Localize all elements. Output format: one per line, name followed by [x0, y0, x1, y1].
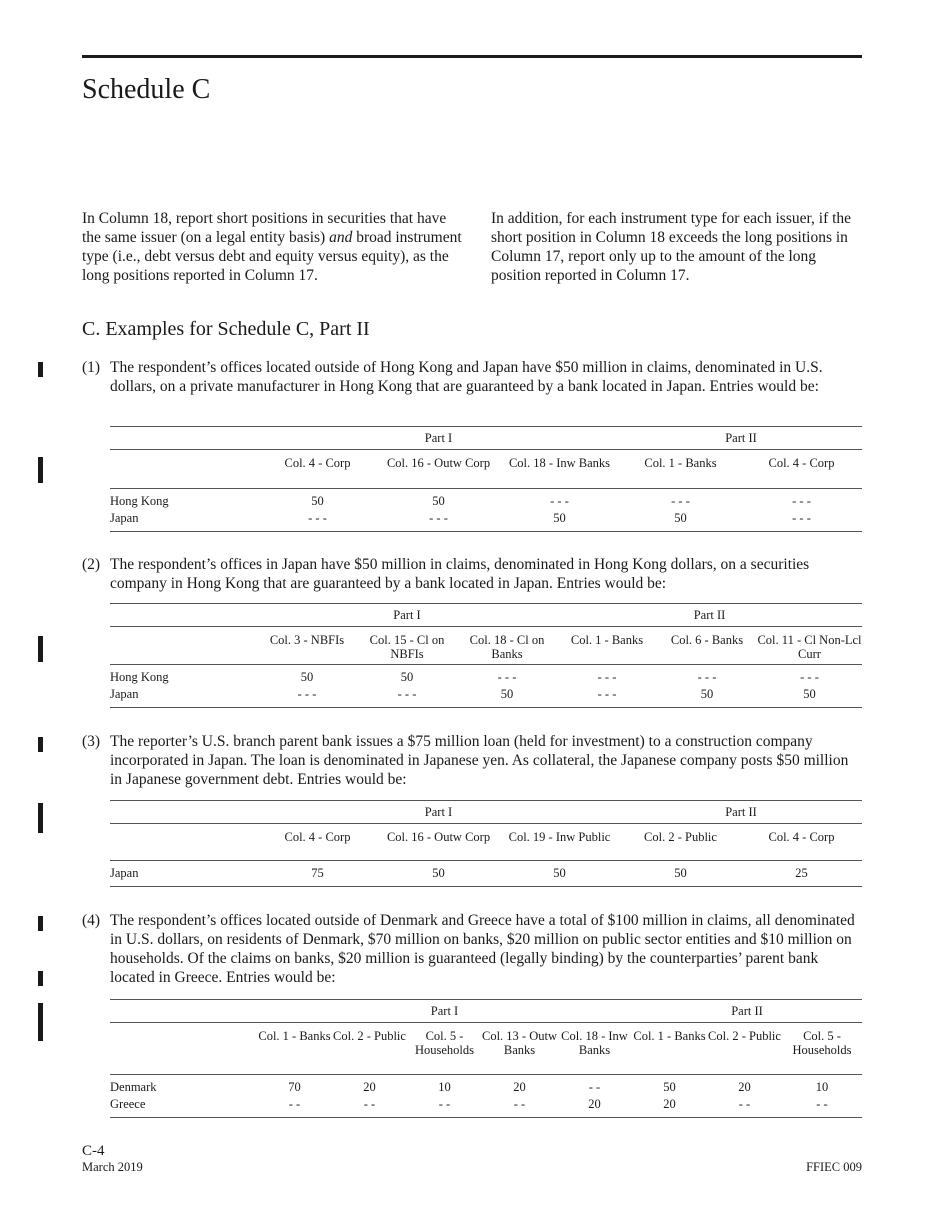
table-cell: 50	[300, 670, 314, 684]
table-cell: - -	[407, 1097, 482, 1118]
example-text: The respondent’s offices located outside of Denmark and Greece have a total of $100 million in claims, all denominated in U.S. dollars, on residents of Denmark, $70 million on banks, $20 million on public sector entities and $10 million on households. Of the claims on banks, $20 million is guaranteed (legally binding) by the counterparties’ parent bank located in Greece. Entries would be:	[110, 912, 855, 986]
table-row	[110, 489, 862, 512]
column-header: Col. 1 - Banks	[557, 627, 657, 665]
table-cell: - - -	[257, 511, 378, 532]
table-row	[110, 665, 862, 688]
table-cell: 50	[378, 861, 499, 887]
column-header: Col. 18 - Inw Banks	[557, 1023, 632, 1075]
revision-bar	[38, 971, 43, 986]
column-header: Col. 4 - Corp	[257, 450, 378, 489]
table-cell: 50	[400, 670, 414, 684]
part-header: Part II	[620, 427, 862, 450]
revision-bar	[38, 362, 43, 377]
table-cell: - - -	[697, 670, 717, 684]
table-cell: - - -	[378, 511, 499, 532]
table-cell: 20	[557, 1097, 632, 1118]
table-corner	[110, 801, 257, 824]
form-name: FFIEC 009	[806, 1160, 862, 1174]
column-header: Col. 5 - Households	[782, 1023, 862, 1075]
table-cell: 50	[657, 687, 757, 708]
revision-bar	[38, 737, 43, 752]
table-cell: - - -	[671, 494, 690, 508]
table-cell: - -	[482, 1097, 557, 1118]
table-corner	[110, 450, 257, 489]
intro-left-paragraph	[82, 209, 465, 285]
part-header: Part II	[557, 604, 862, 627]
table-cell: - - -	[597, 670, 617, 684]
table-corner	[110, 427, 257, 450]
column-header: Col. 3 - NBFIs	[257, 627, 357, 665]
column-header: Col. 11 - Cl Non-Lcl Curr	[757, 627, 862, 665]
part-header: Part I	[257, 604, 557, 627]
column-header: Col. 4 - Corp	[257, 824, 378, 861]
revision-bar	[38, 1003, 43, 1041]
table-corner	[110, 1000, 257, 1023]
table-cell: 50	[457, 687, 557, 708]
column-header: Col. 16 - Outw Corp	[378, 450, 499, 489]
table-cell: - - -	[557, 687, 657, 708]
column-header: Col. 6 - Banks	[657, 627, 757, 665]
example-4	[82, 911, 862, 1111]
part-header: Part II	[620, 801, 862, 824]
table-cell: - -	[588, 1080, 601, 1094]
table-cell: 50	[311, 494, 324, 508]
revision-bar	[38, 636, 43, 662]
intro-left-emphasis: and	[329, 229, 353, 246]
table-cell: 50	[499, 511, 620, 532]
table-cell: 70	[288, 1080, 301, 1094]
example-table	[110, 426, 862, 532]
table-cell: 25	[741, 861, 862, 887]
part-header: Part I	[257, 427, 620, 450]
table-cell: 50	[499, 861, 620, 887]
table-cell: 50	[663, 1080, 676, 1094]
table-cell: - - -	[741, 511, 862, 532]
row-label: Greece	[110, 1097, 257, 1118]
footer-date: March 2019	[82, 1160, 143, 1174]
table-cell: - - -	[357, 687, 457, 708]
table-row	[110, 861, 862, 887]
part-header: Part I	[257, 801, 620, 824]
table-cell: 20	[738, 1080, 751, 1094]
page-number: C-4	[82, 1143, 105, 1159]
revision-bar	[38, 457, 43, 483]
row-label: Japan	[110, 861, 257, 887]
example-number: (2)	[82, 556, 101, 573]
page-title: Schedule C	[82, 74, 211, 105]
example-text: The respondent’s offices in Japan have $50 million in claims, denominated in Hong Kong dollars, on a securities company in Hong Kong that are guaranteed by a bank located in Japan. Entries would be:	[110, 556, 810, 592]
example-3	[82, 732, 862, 880]
table-cell: - - -	[497, 670, 517, 684]
section-heading: C. Examples for Schedule C, Part II	[82, 318, 370, 340]
table-row	[110, 1075, 862, 1098]
example-number: (3)	[82, 733, 101, 750]
table-corner	[110, 824, 257, 861]
table-cell: - -	[782, 1097, 862, 1118]
table-cell: 75	[257, 861, 378, 887]
column-header: Col. 2 - Public	[620, 824, 741, 861]
column-header: Col. 1 - Banks	[257, 1023, 332, 1075]
column-header: Col. 4 - Corp	[741, 450, 862, 489]
table-cell: - - -	[792, 494, 811, 508]
table-row	[110, 511, 862, 532]
table-corner	[110, 1023, 257, 1075]
table-cell: 50	[432, 494, 445, 508]
table-row	[110, 1097, 862, 1118]
row-label: Japan	[110, 687, 257, 708]
column-header: Col. 1 - Banks	[620, 450, 741, 489]
intro-left-segment: In Column 18, report short positions in securities that have the same issuer (on a legal entity basis)	[82, 210, 447, 246]
table-cell: 50	[620, 861, 741, 887]
table-cell: 20	[363, 1080, 376, 1094]
part-header: Part I	[257, 1000, 632, 1023]
example-text: The respondent’s offices located outside of Hong Kong and Japan have $50 million in claims, denominated in U.S. dollars, on a private manufacturer in Hong Kong that are guaranteed by a bank located in Japan. Entries would be:	[110, 359, 823, 395]
revision-bar	[38, 803, 43, 833]
column-header: Col. 19 - Inw Public	[499, 824, 620, 861]
row-label: Hong Kong	[110, 494, 169, 508]
table-cell: 10	[815, 1080, 829, 1094]
example-number: (1)	[82, 359, 101, 376]
footer-left	[82, 1143, 143, 1175]
example-2	[82, 555, 862, 701]
column-header: Col. 1 - Banks	[632, 1023, 707, 1075]
column-header: Col. 18 - Inw Banks	[499, 450, 620, 489]
column-header: Col. 2 - Public	[707, 1023, 782, 1075]
column-header: Col. 2 - Public	[332, 1023, 407, 1075]
table-cell: - -	[257, 1097, 332, 1118]
row-label: Denmark	[110, 1080, 157, 1094]
example-table	[110, 603, 862, 708]
table-cell: - - -	[257, 687, 357, 708]
table-cell: - - -	[800, 670, 819, 684]
table-row	[110, 687, 862, 708]
row-label: Japan	[110, 511, 257, 532]
table-cell: - - -	[550, 494, 569, 508]
example-number: (4)	[82, 912, 101, 929]
part-header: Part II	[632, 1000, 862, 1023]
column-header: Col. 16 - Outw Corp	[378, 824, 499, 861]
table-cell: 20	[632, 1097, 707, 1118]
table-cell: 10	[438, 1080, 451, 1094]
table-corner	[110, 604, 257, 627]
table-cell: - -	[707, 1097, 782, 1118]
example-text: The reporter’s U.S. branch parent bank issues a $75 million loan (held for investment) to a construction company incorporated in Japan. The loan is denominated in Japanese yen. As collateral, the Japanese company posts $50 million in Japanese government debt. Entries would be:	[110, 733, 849, 788]
table-cell: - -	[332, 1097, 407, 1118]
column-header: Col. 5 - Households	[407, 1023, 482, 1075]
table-cell: 20	[513, 1080, 526, 1094]
example-1	[82, 358, 862, 525]
row-label: Hong Kong	[110, 670, 169, 684]
example-table	[110, 800, 862, 887]
table-cell: 50	[757, 687, 862, 708]
example-table	[110, 999, 862, 1118]
intro-left-segment: broad instrument type (i.e., debt versus debt and equity versus equity), as the long positions reported in Column 17.	[82, 229, 462, 284]
table-corner	[110, 627, 257, 665]
intro-right-paragraph: In addition, for each instrument type for each issuer, if the short position in Column 18 exceeds the long positions in Column 17, report only up to the amount of the long position reported in Column 17.	[491, 210, 852, 284]
column-header: Col. 4 - Corp	[741, 824, 862, 861]
table-cell: 50	[620, 511, 741, 532]
column-header: Col. 13 - Outw Banks	[482, 1023, 557, 1075]
column-header: Col. 18 - Cl on Banks	[457, 627, 557, 665]
revision-bar	[38, 916, 43, 931]
header-rule	[82, 55, 862, 58]
column-header: Col. 15 - Cl on NBFIs	[357, 627, 457, 665]
